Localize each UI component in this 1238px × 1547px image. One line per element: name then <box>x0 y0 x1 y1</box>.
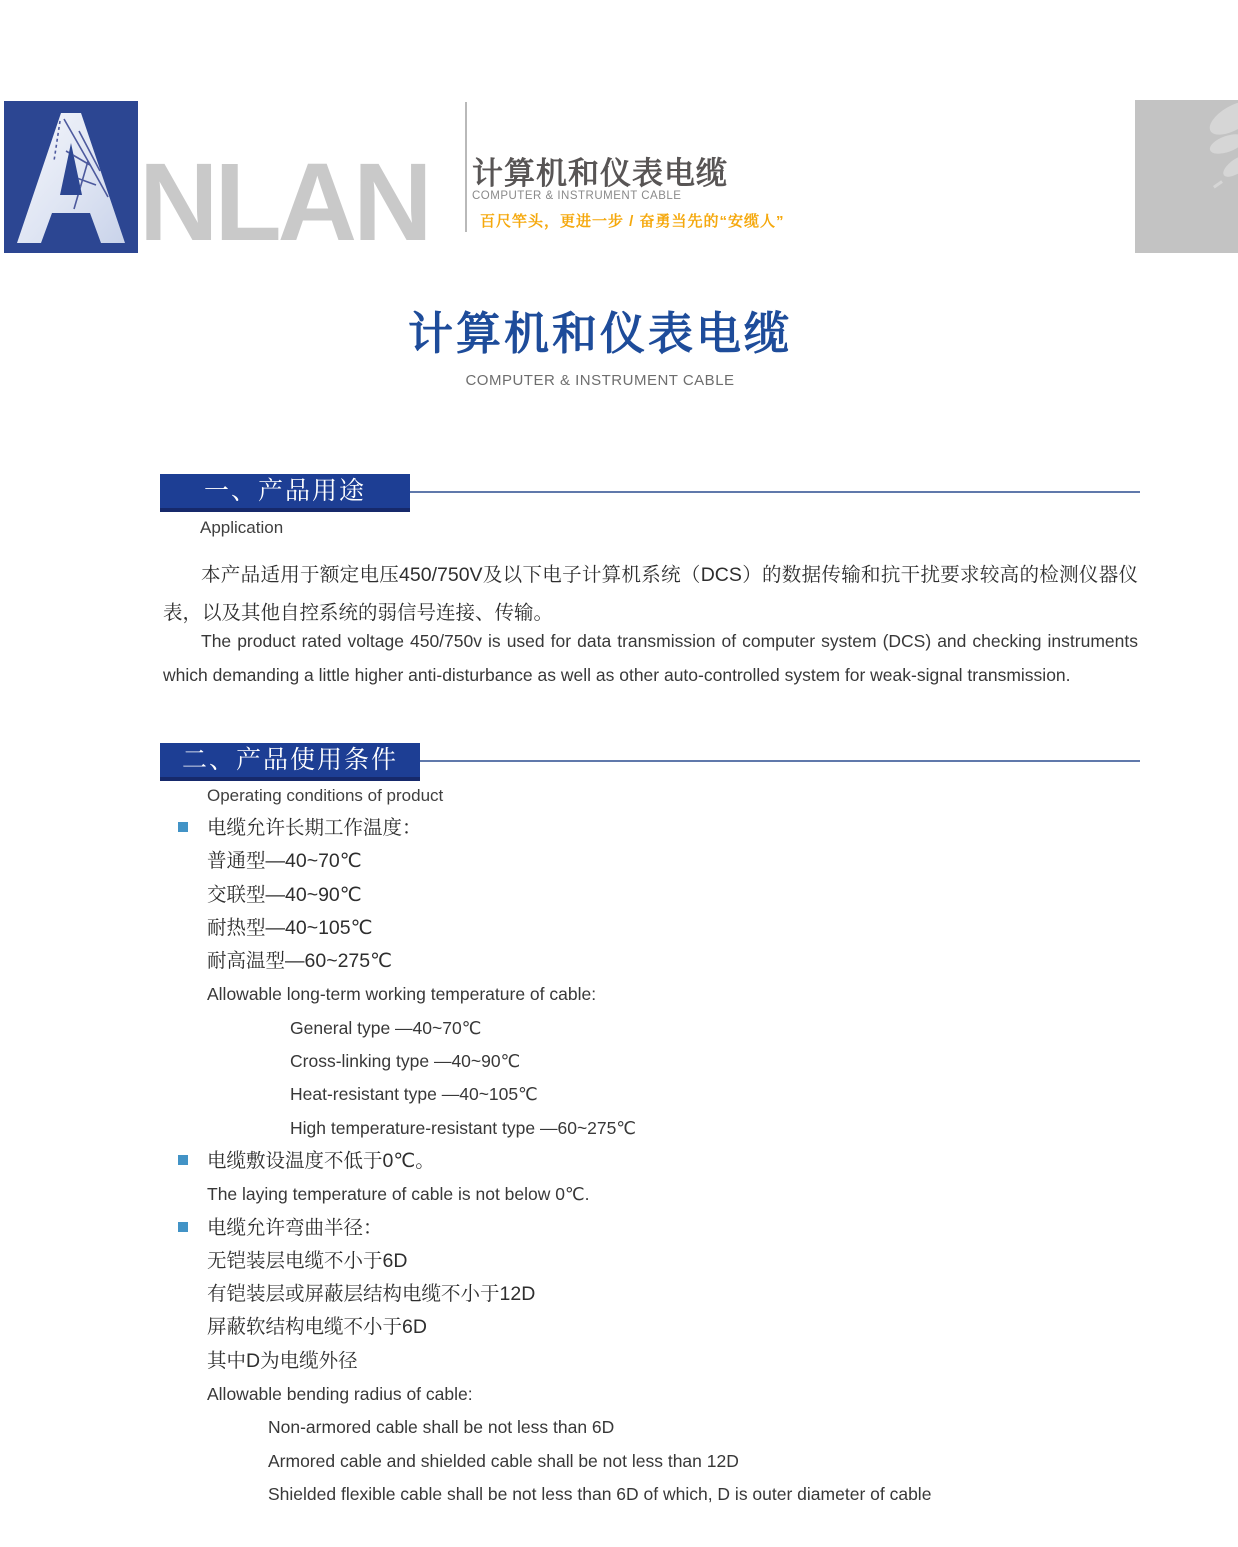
condition-text: 无铠装层电缆不小于6D <box>207 1249 408 1272</box>
bullet-square-icon <box>178 1155 188 1165</box>
bullet-square-icon <box>178 822 188 832</box>
condition-row <box>160 879 1150 912</box>
condition-row <box>160 1212 1150 1245</box>
condition-row <box>160 1445 1150 1478</box>
header-title-zh: 计算机和仪表电缆 <box>472 156 728 191</box>
condition-row <box>160 1311 1150 1344</box>
condition-text: Non-armored cable shall be not less than 6D <box>268 1417 615 1438</box>
section-1-rule <box>350 491 1140 493</box>
section-2-heading-box <box>160 743 420 781</box>
leaf-decoration-icon <box>1135 100 1238 253</box>
condition-text: 屏蔽软结构电缆不小于6D <box>207 1316 427 1339</box>
header-photo <box>1135 100 1238 253</box>
condition-text: 电缆允许弯曲半径： <box>207 1216 383 1239</box>
application-paragraph-zh: 本产品适用于额定电压450/750V及以下电子计算机系统（DCS）的数据传输和抗干扰要求较高的检测仪器仪表，以及其他自控系统的弱信号连接、传输。 <box>163 564 1138 624</box>
section-1-subtitle: Application <box>200 518 284 537</box>
section-1-heading: 一、产品用途 <box>204 477 367 505</box>
condition-row <box>160 912 1150 945</box>
brand-letters: NLAN <box>139 141 429 264</box>
section-2-rule <box>350 760 1140 762</box>
condition-row <box>160 1178 1150 1211</box>
application-paragraph-en: The product rated voltage 450/750v is used for data transmission of computer system (DCS) and checking instruments which demanding a little higher anti-disturbance as well as other auto-controlled system for weak-signal transmission. <box>163 631 1138 685</box>
condition-row <box>160 1145 1150 1178</box>
condition-text: Shielded flexible cable shall be not less than 6D of which, D is outer diameter of cable <box>268 1483 932 1504</box>
condition-text: 耐高温型—60~275℃ <box>207 950 393 973</box>
condition-row <box>160 978 1150 1011</box>
condition-row <box>160 1411 1150 1444</box>
condition-row <box>160 1012 1150 1045</box>
condition-text: 交联型—40~90℃ <box>207 883 362 906</box>
condition-row <box>160 1378 1150 1411</box>
document-title-en: COMPUTER & INSTRUMENT CABLE <box>465 372 735 389</box>
condition-text: 普通型—40~70℃ <box>207 850 362 873</box>
condition-text: Armored cable and shielded cable shall be not less than 12D <box>268 1450 739 1471</box>
letter-a-icon <box>4 101 138 253</box>
condition-row <box>160 1345 1150 1378</box>
condition-row <box>160 1045 1150 1078</box>
header-slogan: 百尺竿头，更进一步 / 奋勇当先的“安缆人” <box>480 213 785 230</box>
condition-row <box>160 1112 1150 1145</box>
condition-text: 有铠装层或屏蔽层结构电缆不小于12D <box>207 1283 536 1306</box>
bullet-square-icon <box>178 1222 188 1232</box>
section-2-subtitle: Operating conditions of product <box>207 786 444 805</box>
condition-row <box>160 1078 1150 1111</box>
condition-text: 耐热型—40~105℃ <box>207 916 373 939</box>
section-1-heading-box <box>160 474 410 512</box>
condition-text: 电缆敷设温度不低于0℃。 <box>207 1149 435 1172</box>
condition-row <box>160 1245 1150 1278</box>
document-title-block <box>0 297 1200 389</box>
header-divider <box>465 102 467 232</box>
condition-text: General type —40~70℃ <box>290 1017 482 1038</box>
condition-row <box>160 1478 1150 1511</box>
condition-text: Cross-linking type —40~90℃ <box>290 1051 521 1072</box>
conditions-list <box>160 812 1150 1511</box>
condition-row <box>160 812 1150 845</box>
brand-logo <box>4 101 138 253</box>
condition-row <box>160 845 1150 878</box>
condition-text: 电缆允许长期工作温度： <box>207 817 422 839</box>
condition-text: 其中D为电缆外径 <box>207 1349 358 1372</box>
condition-row <box>160 1278 1150 1311</box>
condition-text: High temperature-resistant type —60~275℃ <box>290 1117 637 1138</box>
condition-text: Allowable long-term working temperature of cable: <box>207 984 597 1005</box>
condition-text: Heat-resistant type —40~105℃ <box>290 1084 538 1105</box>
document-title-zh: 计算机和仪表电缆 <box>407 308 792 359</box>
condition-row <box>160 945 1150 978</box>
condition-text: Allowable bending radius of cable: <box>207 1384 473 1405</box>
condition-text: The laying temperature of cable is not below 0℃. <box>207 1184 590 1205</box>
section-2-heading: 二、产品使用条件 <box>182 746 399 774</box>
header-title-en: COMPUTER & INSTRUMENT CABLE <box>472 190 682 202</box>
